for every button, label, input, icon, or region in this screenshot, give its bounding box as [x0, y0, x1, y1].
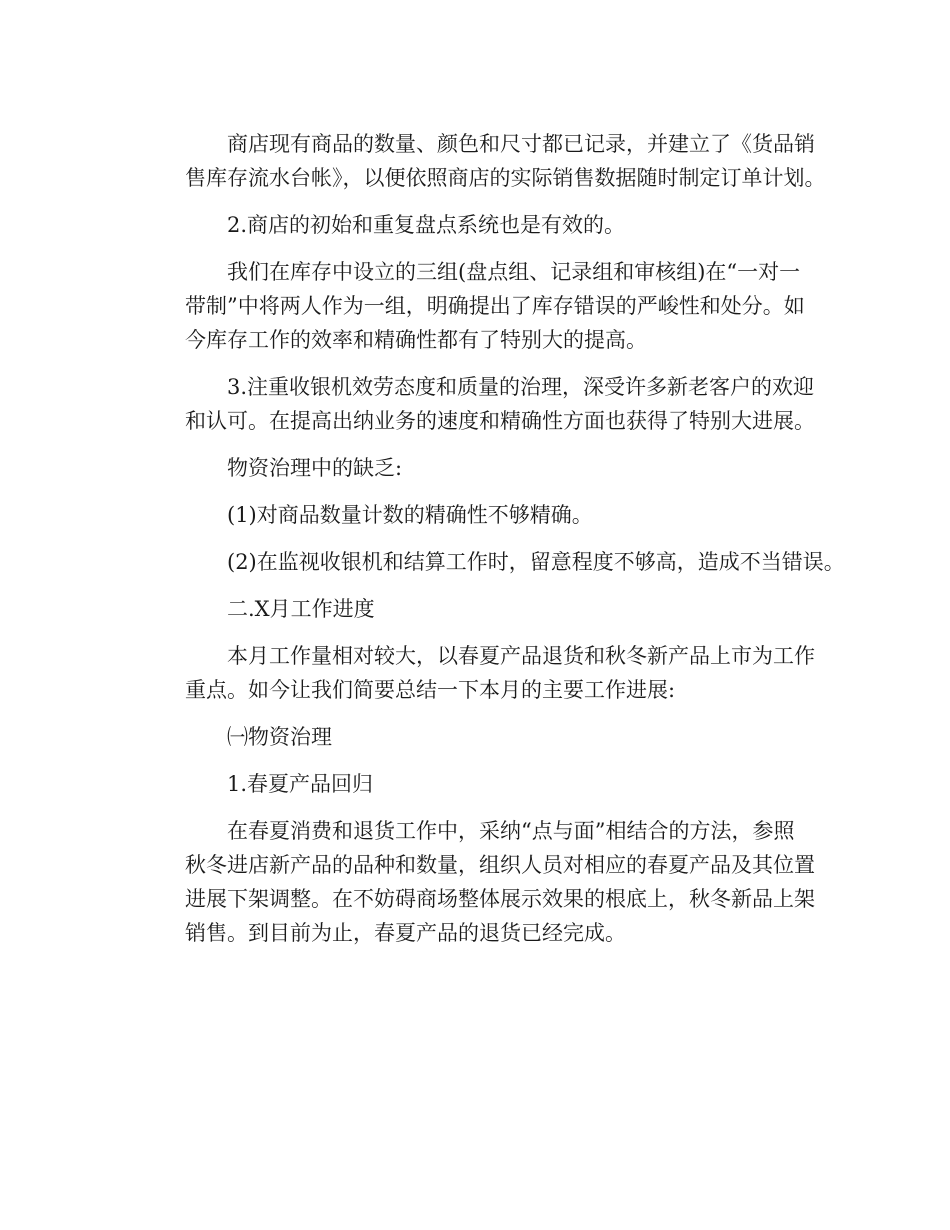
paragraph-item-3: [143, 370, 823, 438]
text-line: 二.X月工作进度: [227, 597, 375, 621]
paragraph-inventory-record: [143, 127, 826, 195]
text-line: 重点。如今让我们简要总结一下本月的主要工作进展:: [185, 678, 676, 702]
text-line: 在春夏消费和退货工作中，采纳“点与面”相结合的方法，参照: [227, 819, 795, 843]
text-line: 进展下架调整。在不妨碍商场整体展示效果的根底上，秋冬新品上架: [185, 887, 815, 911]
text-line: 本月工作量相对较大，以春夏产品退货和秋冬新产品上市为工作: [227, 644, 815, 668]
text-line: 商店现有商品的数量、颜色和尺寸都已记录，并建立了《货品销: [227, 132, 815, 156]
text-line: 和认可。在提高出纳业务的速度和精确性方面也获得了特别大进展。: [185, 409, 815, 433]
text-line: 3.注重收银机效劳态度和质量的治理，深受许多新老客户的欢迎: [227, 375, 815, 399]
text-line: 今库存工作的效率和精确性都有了特别大的提高。: [185, 328, 647, 352]
text-line: 我们在库存中设立的三组(盘点组、记录组和审核组)在“一对一: [227, 260, 801, 284]
text-line: 秋冬进店新产品的品种和数量，组织人员对相应的春夏产品及其位置: [185, 853, 815, 877]
paragraph-item-2: [143, 208, 823, 242]
subheading-materials: [143, 720, 823, 754]
paragraph-monthly-summary: [143, 639, 823, 707]
paragraph-shortcoming-1: [143, 498, 823, 532]
text-line: 2.商店的初始和重复盘点系统也是有效的。: [227, 213, 626, 237]
text-line: (2)在监视收银机和结算工作时，留意程度不够高，造成不当错误。: [227, 550, 845, 574]
text-line: 物资治理中的缺乏:: [227, 456, 403, 480]
text-line: 售库存流水台帐》，以便依照商店的实际销售数据随时制定订单计划。: [185, 166, 826, 190]
paragraph-shortcoming-2: [143, 545, 845, 579]
text-line: (1)对商品数量计数的精确性不够精确。: [227, 503, 593, 527]
text-line: 带制”中将两人作为一组，明确提出了库存错误的严峻性和处分。如: [185, 294, 805, 318]
subheading-spring-summer-return: [143, 767, 823, 801]
paragraph-three-groups: [143, 255, 823, 357]
paragraph-shortcomings-heading: [143, 451, 823, 485]
text-line: ㈠物资治理: [227, 725, 332, 749]
document-body: [143, 127, 845, 963]
paragraph-return-work: [143, 814, 823, 950]
text-line: 销售。到目前为止，春夏产品的退货已经完成。: [185, 921, 626, 945]
section-heading-progress: [143, 592, 823, 626]
text-line: 1.春夏产品回归: [227, 772, 374, 796]
